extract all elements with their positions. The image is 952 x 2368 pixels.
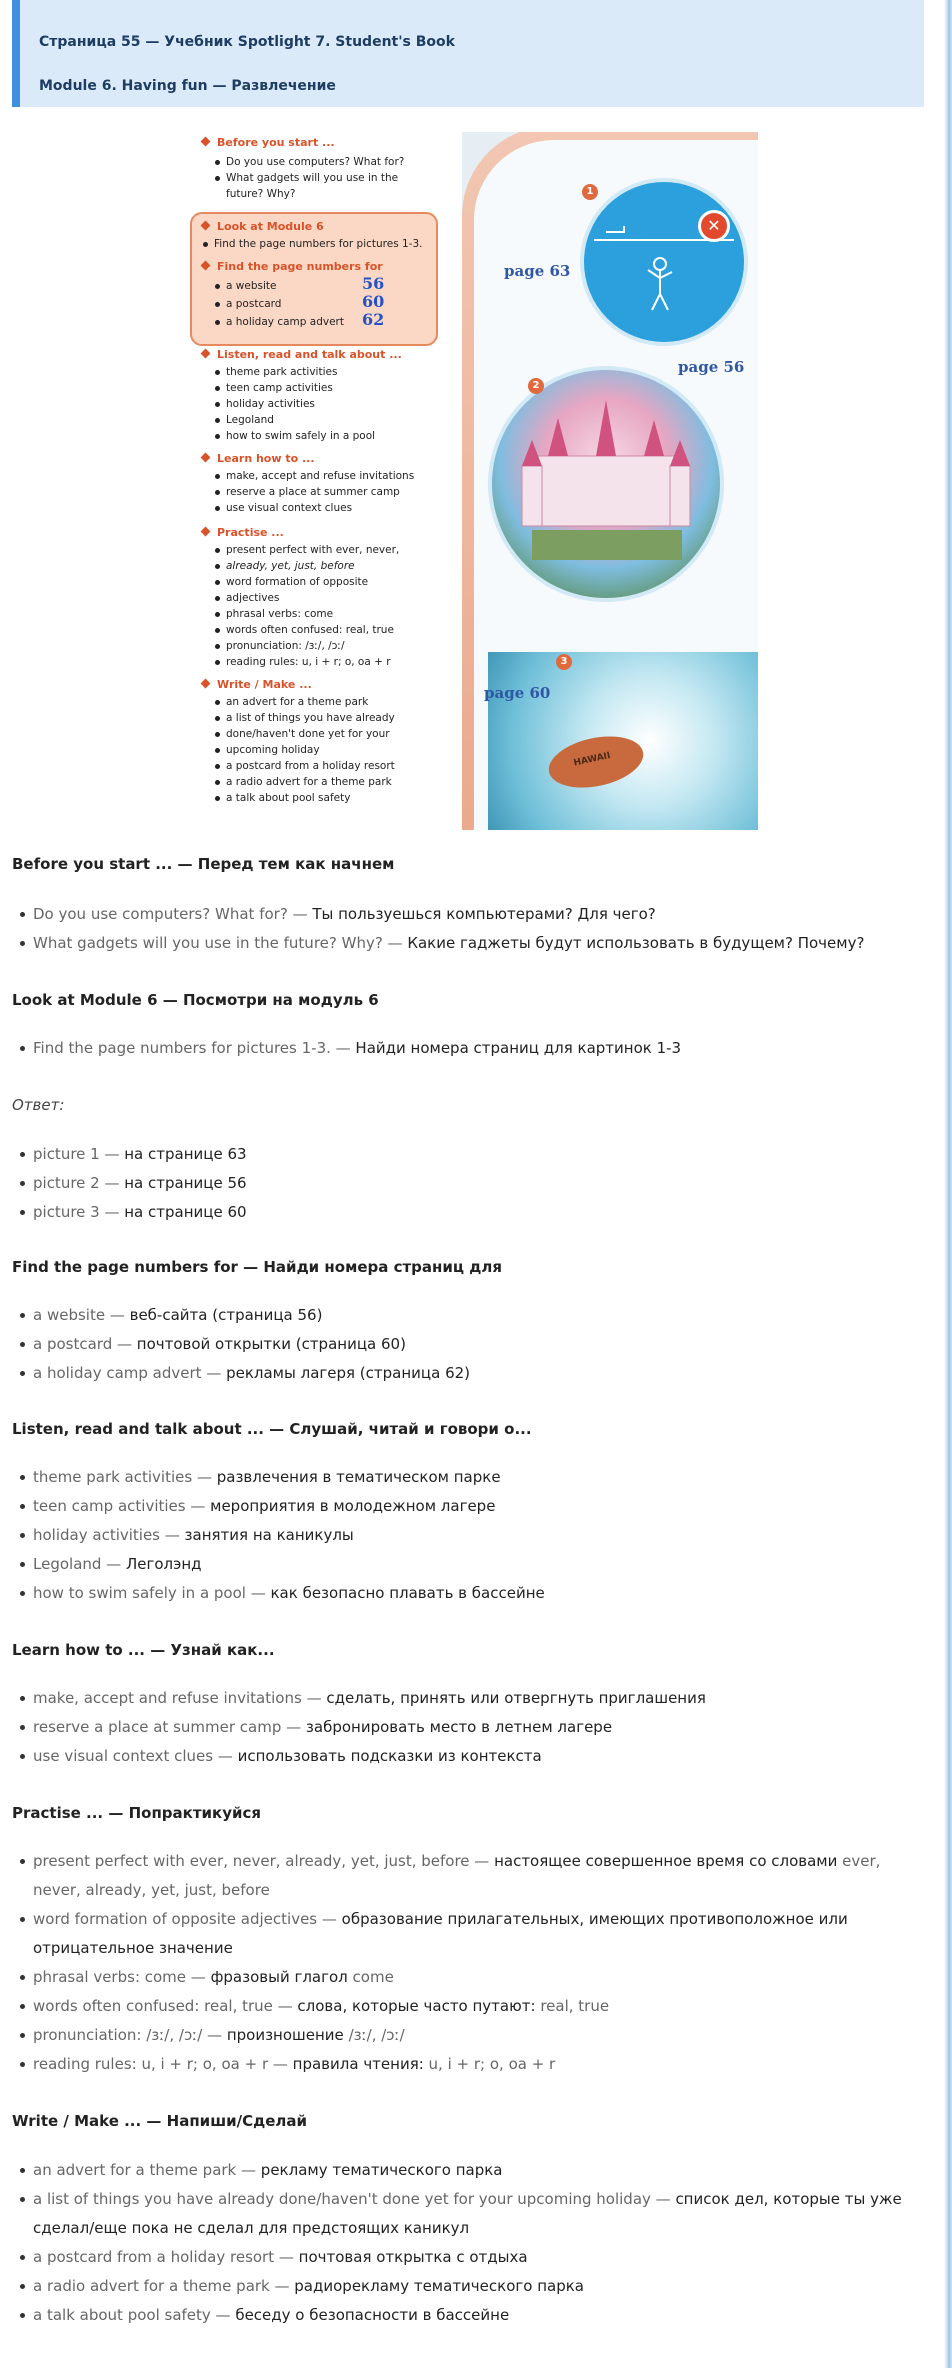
book-item: What gadgets will you use in the bbox=[226, 172, 399, 184]
list-item: a holiday camp advert — рекламы лагеря (страница 62) bbox=[33, 1359, 923, 1388]
section-heading: Practise ... — Попрактикуйся bbox=[12, 1804, 262, 1822]
list-item: an advert for a theme park — рекламу тематического парка bbox=[33, 2156, 923, 2185]
book-section-title: Learn how to ... bbox=[202, 452, 315, 465]
list-item: reading rules: u, i + r; o, oa + r — правила чтения: u, i + r; o, oa + r bbox=[33, 2050, 923, 2079]
list-item: a postcard — почтовой открытки (страница 60) bbox=[33, 1330, 923, 1359]
list-item: words often confused: real, true — слова, которые часто путают: real, true bbox=[33, 1992, 923, 2021]
picture-label-page-60: page 60 bbox=[484, 684, 551, 702]
no-diving-icon: ✕ bbox=[698, 210, 730, 242]
picture-number-2: 2 bbox=[528, 378, 544, 394]
picture-number-3: 3 bbox=[556, 654, 572, 670]
answer-label: Ответ: bbox=[12, 1096, 65, 1114]
right-edge-rail bbox=[944, 0, 952, 2368]
textbook-page-image bbox=[190, 132, 758, 830]
list-item: make, accept and refuse invitations — сделать, принять или отвергнуть приглашения bbox=[33, 1684, 923, 1713]
list-item: teen camp activities — мероприятия в молодежном лагере bbox=[33, 1492, 923, 1521]
book-item: Find the page numbers for pictures 1-3. bbox=[214, 238, 423, 250]
page-number-camp-advert: 62 bbox=[362, 310, 385, 329]
section-heading: Learn how to ... — Узнай как... bbox=[12, 1641, 275, 1659]
list-item: theme park activities — развлечения в тематическом парке bbox=[33, 1463, 923, 1492]
surfboard-logo-text: HAWAII bbox=[572, 750, 612, 769]
picture-castle-circle bbox=[488, 366, 724, 602]
book-item: holiday activities bbox=[226, 398, 315, 410]
book-section-title: Practise ... bbox=[202, 526, 284, 539]
page-number-postcard: 60 bbox=[362, 292, 385, 311]
book-section-title: Write / Make ... bbox=[202, 678, 312, 691]
book-item: a holiday camp advert bbox=[226, 316, 344, 328]
book-item: how to swim safely in a pool bbox=[226, 430, 376, 442]
book-item: future? Why? bbox=[226, 188, 296, 200]
book-item: done/haven't done yet for your bbox=[226, 728, 390, 740]
list-item: present perfect with ever, never, already, yet, just, before — настоящее совершенное время со словами ever, never, already, yet, just, before bbox=[33, 1847, 923, 1905]
picture-label-page-63: page 63 bbox=[504, 262, 571, 280]
list-item: how to swim safely in a pool — как безопасно плавать в бассейне bbox=[33, 1579, 923, 1608]
book-item: reading rules: u, i + r; o, oa + r bbox=[226, 656, 391, 668]
book-item: pronunciation: /ɜː/, /ɔː/ bbox=[226, 640, 345, 652]
list-item: a website — веб-сайта (страница 56) bbox=[33, 1301, 923, 1330]
section-heading: Before you start ... — Перед тем как начнем bbox=[12, 855, 395, 873]
list-item: picture 2 — на странице 56 bbox=[33, 1169, 923, 1198]
list-item: What gadgets will you use in the future? Why? — Какие гаджеты будут использовать в будущем? Почему? bbox=[33, 929, 923, 958]
pool-diver-icon bbox=[584, 182, 744, 342]
book-item: present perfect with ever, never, bbox=[226, 544, 400, 556]
book-item: upcoming holiday bbox=[226, 744, 320, 756]
book-item: Do you use computers? What for? bbox=[226, 156, 405, 168]
book-item: a talk about pool safety bbox=[226, 792, 351, 804]
book-section-title: Before you start ... bbox=[202, 136, 335, 149]
page-number-website: 56 bbox=[362, 274, 385, 293]
book-item: teen camp activities bbox=[226, 382, 333, 394]
list-item: a list of things you have already done/haven't done yet for your upcoming holiday — список дел, которые ты уже сделал/еще пока не сделал для предстоящих каникул bbox=[33, 2185, 923, 2243]
book-item: phrasal verbs: come bbox=[226, 608, 334, 620]
book-item: adjectives bbox=[226, 592, 280, 604]
header-page-title: Страница 55 — Учебник Spotlight 7. Student's Book bbox=[39, 34, 455, 50]
book-contents-column bbox=[190, 132, 470, 830]
section-heading: Write / Make ... — Напиши/Сделай bbox=[12, 2112, 308, 2130]
list-item: picture 1 — на странице 63 bbox=[33, 1140, 923, 1169]
book-item: a radio advert for a theme park bbox=[226, 776, 392, 788]
book-item: reserve a place at summer camp bbox=[226, 486, 400, 498]
book-item: words often confused: real, true bbox=[226, 624, 394, 636]
section-heading: Find the page numbers for — Найди номера страниц для bbox=[12, 1258, 502, 1276]
page-header bbox=[12, 0, 924, 107]
book-item: Legoland bbox=[226, 414, 274, 426]
book-section-title: Look at Module 6 bbox=[202, 220, 324, 233]
book-item: already, yet, just, before bbox=[226, 560, 355, 572]
book-item: make, accept and refuse invitations bbox=[226, 470, 415, 482]
list-item: Do you use computers? What for? — Ты пользуешься компьютерами? Для чего? bbox=[33, 900, 923, 929]
list-item: picture 3 — на странице 60 bbox=[33, 1198, 923, 1227]
book-section-title: Find the page numbers for bbox=[202, 260, 383, 273]
header-module-title: Module 6. Having fun — Развлечение bbox=[39, 78, 336, 94]
book-section-title: Listen, read and talk about ... bbox=[202, 348, 402, 361]
picture-label-page-56: page 56 bbox=[678, 358, 745, 376]
list-item: reserve a place at summer camp — забронировать место в летнем лагере bbox=[33, 1713, 923, 1742]
castle-icon bbox=[492, 370, 720, 598]
list-item: a radio advert for a theme park — радиорекламу тематического парка bbox=[33, 2272, 923, 2301]
book-item: use visual context clues bbox=[226, 502, 353, 514]
book-item: word formation of opposite bbox=[226, 576, 369, 588]
book-item: a website bbox=[226, 280, 277, 292]
book-item: theme park activities bbox=[226, 366, 338, 378]
list-item: a talk about pool safety — беседу о безопасности в бассейне bbox=[33, 2301, 923, 2330]
picture-pool-circle bbox=[580, 178, 748, 346]
list-item: Find the page numbers for pictures 1-3. — Найди номера страниц для картинок 1-3 bbox=[33, 1034, 923, 1063]
book-item: an advert for a theme park bbox=[226, 696, 369, 708]
picture-number-1: 1 bbox=[582, 184, 598, 200]
section-heading: Listen, read and talk about ... — Слушай, читай и говори о... bbox=[12, 1420, 532, 1438]
section-heading: Look at Module 6 — Посмотри на модуль 6 bbox=[12, 991, 379, 1009]
list-item: Legoland — Леголэнд bbox=[33, 1550, 923, 1579]
book-item: a postcard from a holiday resort bbox=[226, 760, 395, 772]
book-item: a postcard bbox=[226, 298, 282, 310]
list-item: word formation of opposite adjectives — образование прилагательных, имеющих противоположное или отрицательное значение bbox=[33, 1905, 923, 1963]
book-item: a list of things you have already bbox=[226, 712, 395, 724]
list-item: phrasal verbs: come — фразовый глагол come bbox=[33, 1963, 923, 1992]
list-item: pronunciation: /ɜː/, /ɔː/ — произношение /ɜː/, /ɔː/ bbox=[33, 2021, 923, 2050]
list-item: holiday activities — занятия на каникулы bbox=[33, 1521, 923, 1550]
list-item: use visual context clues — использовать подсказки из контекста bbox=[33, 1742, 923, 1771]
list-item: a postcard from a holiday resort — почтовая открытка с отдыха bbox=[33, 2243, 923, 2272]
